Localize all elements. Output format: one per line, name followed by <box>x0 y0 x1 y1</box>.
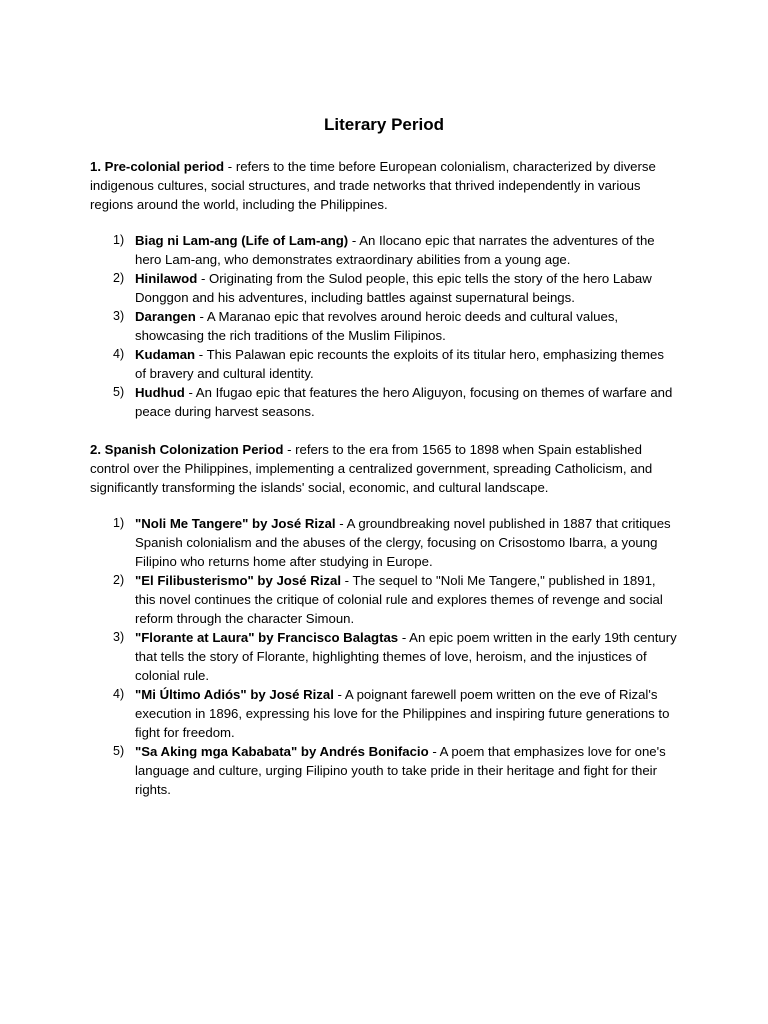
list-number: 2) <box>113 271 125 285</box>
item-description: - An Ifugao epic that features the hero Aliguyon, focusing on themes of warfare and peace during harvest seasons. <box>135 385 673 419</box>
item-description: - A groundbreaking novel published in 1887 that critiques Spanish colonialism and the abuses of the clergy, focusing on Crisostomo Ibarra, a young Filipino who returns home after studying in Europe. <box>135 516 671 569</box>
epic-list <box>90 231 678 421</box>
section-description: - refers to the time before European colonialism, characterized by diverse indigenous cultures, social structures, and trade networks that thrived independently in various regions around the world, including the Philippines. <box>90 159 656 212</box>
page-title: Literary Period <box>324 115 444 134</box>
item-description: - A Maranao epic that revolves around heroic deeds and cultural values, showcasing the rich traditions of the Muslim Filipinos. <box>135 309 619 343</box>
item-description: - A poignant farewell poem written on the eve of Rizal's execution in 1896, expressing his love for the Philippines and inspiring future generations to fight for freedom. <box>135 687 670 740</box>
list-item <box>90 383 678 421</box>
list-number: 1) <box>113 233 125 247</box>
item-title: Kudaman <box>135 347 196 362</box>
item-title: "Florante at Laura" by Francisco Balagtas <box>135 630 399 645</box>
section-spanish-colonization <box>90 440 678 799</box>
list-item <box>90 514 678 571</box>
item-title: Biag ni Lam-ang (Life of Lam-ang) <box>135 233 349 248</box>
list-number: 1) <box>113 516 125 530</box>
list-number: 3) <box>113 309 125 323</box>
list-item <box>90 628 678 685</box>
item-description: - The sequel to "Noli Me Tangere," published in 1891, this novel continues the critique of colonial rule and explores themes of revenge and social reform through the character Simoun. <box>135 573 663 626</box>
list-number: 5) <box>113 385 125 399</box>
item-title: "El Filibusterismo" by José Rizal <box>135 573 341 588</box>
list-item <box>90 685 678 742</box>
item-title: "Mi Último Adiós" by José Rizal <box>135 687 334 702</box>
list-number: 4) <box>113 347 125 361</box>
section-intro <box>90 157 678 214</box>
section-pre-colonial <box>90 157 678 421</box>
list-number: 3) <box>113 630 125 644</box>
section-heading: 2. Spanish Colonization Period <box>90 442 284 457</box>
item-description: - An epic poem written in the early 19th century that tells the story of Florante, highlighting themes of love, heroism, and the injustices of colonial rule. <box>135 630 677 683</box>
list-number: 4) <box>113 687 125 701</box>
list-item <box>90 345 678 383</box>
item-title: Darangen <box>135 309 196 324</box>
list-number: 2) <box>113 573 125 587</box>
item-title: "Sa Aking mga Kababata" by Andrés Bonifacio <box>135 744 429 759</box>
section-intro <box>90 440 678 497</box>
list-item <box>90 742 678 799</box>
section-description: - refers to the era from 1565 to 1898 when Spain established control over the Philippines, implementing a centralized government, spreading Catholicism, and significantly transforming the islands' social, economic, and cultural landscape. <box>90 442 653 495</box>
item-title: "Noli Me Tangere" by José Rizal <box>135 516 336 531</box>
list-item <box>90 231 678 269</box>
item-description: - Originating from the Sulod people, this epic tells the story of the hero Labaw Donggon and his adventures, including battles against supernatural beings. <box>135 271 652 305</box>
list-item <box>90 269 678 307</box>
list-item <box>90 571 678 628</box>
item-title: Hinilawod <box>135 271 198 286</box>
item-description: - This Palawan epic recounts the exploits of its titular hero, emphasizing themes of bravery and cultural identity. <box>135 347 664 381</box>
item-description: - A poem that emphasizes love for one's language and culture, urging Filipino youth to take pride in their heritage and fight for their rights. <box>135 744 666 797</box>
list-number: 5) <box>113 744 125 758</box>
section-heading: 1. Pre-colonial period <box>90 159 225 174</box>
item-title: Hudhud <box>135 385 185 400</box>
literature-list <box>90 514 678 799</box>
list-item <box>90 307 678 345</box>
item-description: - An Ilocano epic that narrates the adventures of the hero Lam-ang, who demonstrates extraordinary abilities from a young age. <box>135 233 655 267</box>
